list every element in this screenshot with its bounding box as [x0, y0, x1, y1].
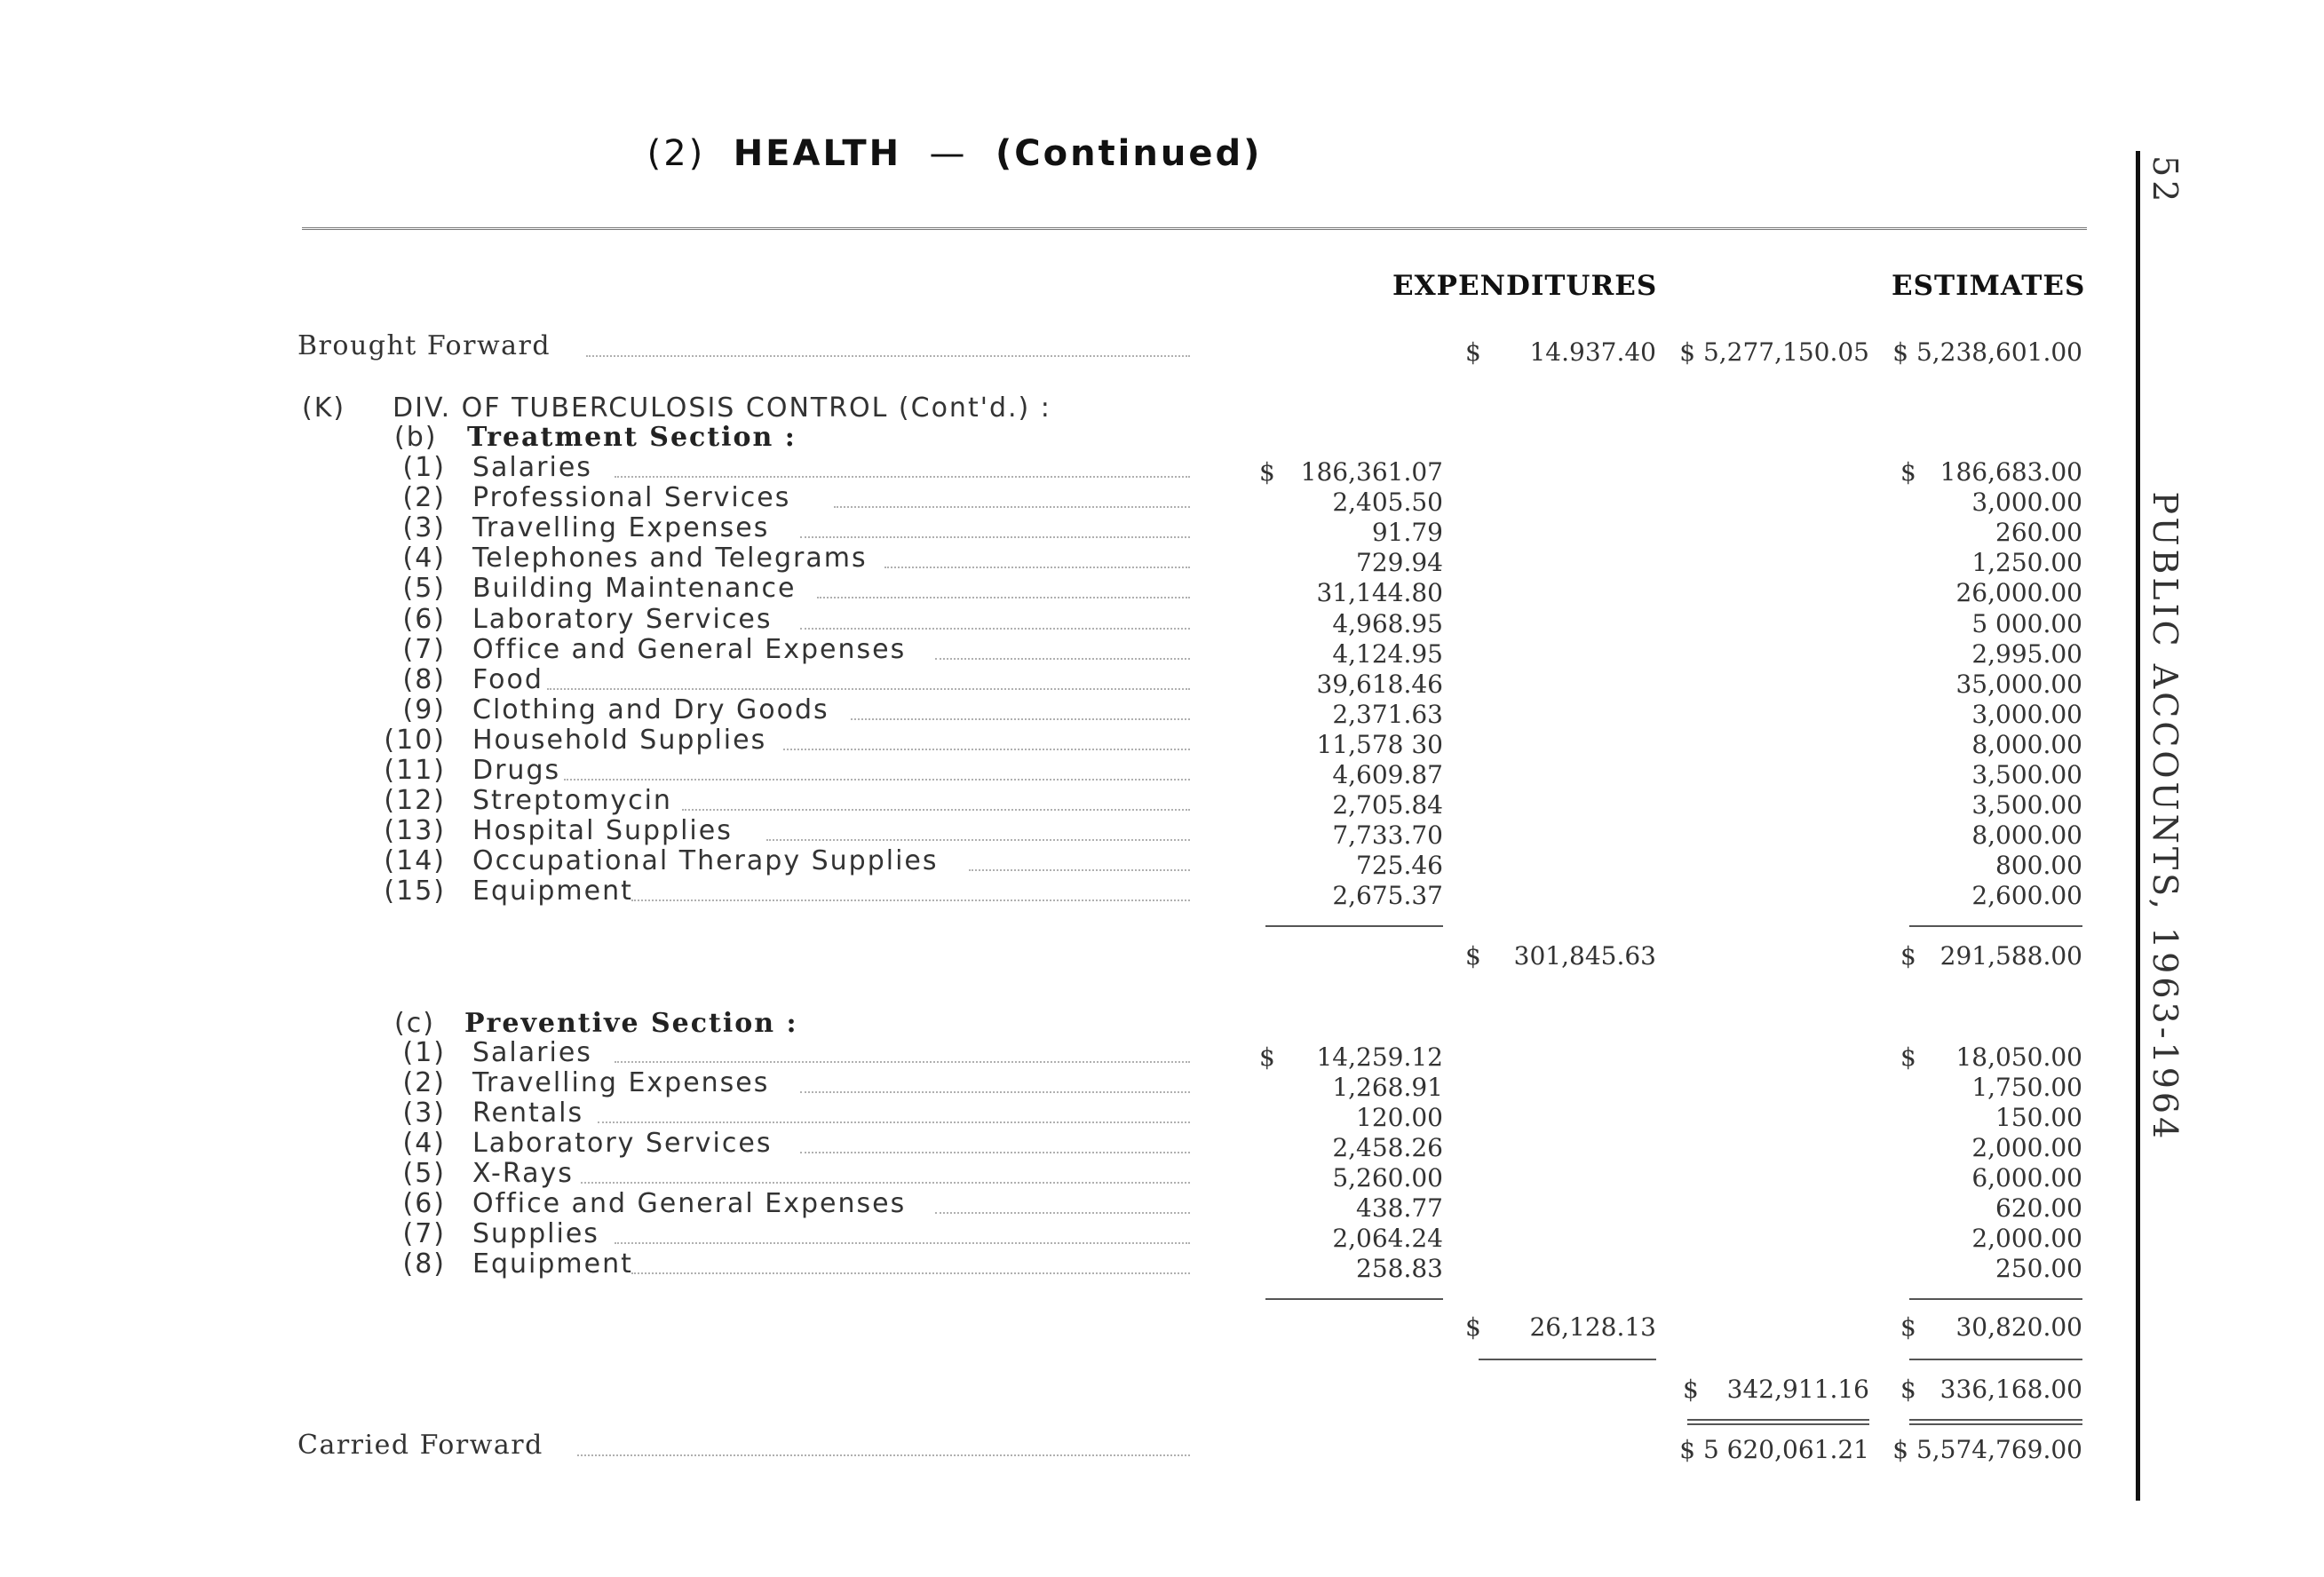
leader-dots: [682, 809, 1190, 811]
item-estimate: 800.00: [1995, 851, 2082, 881]
item-number: (7): [402, 1218, 446, 1249]
item-number: (13): [384, 815, 446, 847]
item-label: Office and General Expenses: [472, 633, 907, 665]
item-label: Rentals: [472, 1098, 584, 1129]
total-rule: [1687, 1419, 1869, 1421]
item-estimate: 18,050.00: [1955, 1042, 2082, 1072]
item-number: (5): [402, 573, 446, 605]
item-number: (7): [402, 633, 446, 665]
item-estimate: 2,600.00: [1971, 881, 2082, 911]
currency-sign: $: [1259, 1042, 1275, 1072]
leader-dots: [783, 749, 1190, 750]
item-label: Occupational Therapy Supplies: [472, 845, 939, 877]
item-expenditure: 1,268.91: [1332, 1073, 1443, 1102]
item-label: X-Rays: [472, 1158, 574, 1189]
page-title: [0, 133, 1909, 174]
title-main: HEALTH: [733, 133, 902, 174]
division-total-expenditure: 342,911.16: [1726, 1375, 1869, 1404]
leader-dots: [564, 779, 1190, 781]
item-estimate: 6,000.00: [1971, 1163, 2082, 1193]
leader-dots: [884, 567, 1190, 568]
item-expenditure: 2,458.26: [1332, 1133, 1443, 1162]
item-number: (11): [384, 755, 446, 786]
subtotal-rule: [1909, 1298, 2082, 1300]
leader-dots: [598, 1121, 1190, 1123]
item-label: Food: [472, 663, 543, 695]
column-header-estimates: ESTIMATES: [1892, 270, 2086, 302]
leader-dots: [817, 597, 1190, 598]
division-letter: (K): [302, 392, 346, 424]
item-label: Laboratory Services: [472, 603, 773, 635]
item-expenditure: 2,405.50: [1332, 487, 1443, 518]
treatment-total-estimate: 291,588.00: [1939, 941, 2082, 971]
item-label: Salaries: [472, 452, 592, 483]
item-expenditure: 11,578 30: [1316, 729, 1443, 759]
item-expenditure: 725.46: [1356, 851, 1443, 881]
item-label: Salaries: [472, 1037, 592, 1068]
item-expenditure: 31,144.80: [1316, 578, 1443, 608]
item-label: Equipment: [472, 876, 633, 907]
brought-forward-exp-partial: 14.937.40: [1529, 337, 1656, 367]
item-number: (5): [402, 1158, 446, 1189]
item-label: Streptomycin: [472, 785, 672, 817]
item-estimate: 8,000.00: [1971, 729, 2082, 759]
preventive-title: Preventive Section :: [464, 1008, 798, 1039]
item-estimate: 35,000.00: [1955, 669, 2082, 699]
column-header-expenditures: EXPENDITURES: [1392, 270, 1658, 302]
title-number: (2): [646, 133, 706, 174]
item-estimate: 3,500.00: [1971, 790, 2082, 820]
item-estimate: 8,000.00: [1971, 820, 2082, 851]
item-number: (8): [402, 663, 446, 695]
item-number: (4): [402, 543, 446, 575]
leader-dots: [834, 506, 1190, 508]
item-number: (12): [384, 785, 446, 817]
item-expenditure: 7,733.70: [1332, 820, 1443, 851]
subtotal-rule: [1479, 1359, 1656, 1360]
leader-dots: [766, 839, 1190, 841]
item-estimate: 2,000.00: [1971, 1224, 2082, 1253]
currency-sign: $: [1900, 941, 1916, 971]
subtotal-rule: [1909, 925, 2082, 927]
running-header: [2146, 155, 2185, 1142]
leader-dots: [581, 1182, 1190, 1184]
running-title: PUBLIC ACCOUNTS, 1963-1964: [2146, 491, 2185, 1143]
item-expenditure: 2,675.37: [1332, 881, 1443, 911]
leader-dots: [800, 1152, 1190, 1153]
item-expenditure: 186,361.07: [1300, 457, 1443, 487]
leader-dots: [800, 536, 1190, 538]
treatment-title: Treatment Section :: [467, 422, 797, 453]
currency-sign: $: [1465, 1312, 1481, 1342]
item-label: Household Supplies: [472, 724, 767, 756]
item-label: Office and General Expenses: [472, 1188, 907, 1219]
item-number: (1): [402, 1037, 446, 1068]
item-number: (3): [402, 1098, 446, 1129]
treatment-total-expenditure: 301,845.63: [1513, 941, 1656, 971]
margin-bar: [2136, 151, 2140, 1501]
item-estimate: 250.00: [1995, 1254, 2082, 1283]
title-dash: —: [929, 133, 968, 174]
leader-dots: [800, 628, 1190, 630]
item-number: (1): [402, 452, 446, 483]
preventive-total-expenditure: 26,128.13: [1529, 1312, 1656, 1342]
item-expenditure: 729.94: [1356, 548, 1443, 578]
item-number: (9): [402, 693, 446, 725]
item-label: Clothing and Dry Goods: [472, 693, 829, 725]
currency-sign: $: [1465, 337, 1481, 367]
item-estimate: 1,250.00: [1971, 548, 2082, 578]
item-number: (10): [384, 724, 446, 756]
leader-dots: [615, 476, 1190, 478]
leader-dots: [615, 1242, 1190, 1244]
item-expenditure: 91.79: [1371, 518, 1443, 548]
leader-dots: [631, 1272, 1190, 1274]
title-continued: (Continued): [995, 133, 1263, 174]
page-number: 52: [2146, 155, 2185, 206]
item-number: (2): [402, 482, 446, 514]
item-expenditure: 2,064.24: [1332, 1224, 1443, 1253]
item-expenditure: 4,968.95: [1332, 608, 1443, 638]
item-expenditure: 39,618.46: [1316, 669, 1443, 699]
brought-forward-label: Brought Forward: [297, 330, 551, 361]
carried-forward-estimate: $ 5,574,769.00: [1892, 1435, 2082, 1464]
item-label: Supplies: [472, 1218, 599, 1249]
item-label: Equipment: [472, 1248, 633, 1280]
subtotal-rule: [1265, 925, 1443, 927]
item-estimate: 26,000.00: [1955, 578, 2082, 608]
item-label: Telephones and Telegrams: [472, 543, 868, 575]
item-number: (4): [402, 1128, 446, 1159]
carried-forward-expenditure: $ 5 620,061.21: [1679, 1435, 1869, 1464]
carried-forward-label: Carried Forward: [297, 1430, 543, 1461]
total-rule: [1909, 1419, 2082, 1421]
currency-sign: $: [1259, 457, 1275, 487]
item-estimate: 620.00: [1995, 1193, 2082, 1223]
currency-sign: $: [1900, 1375, 1916, 1404]
item-label: Travelling Expenses: [472, 1067, 770, 1098]
currency-sign: $: [1465, 941, 1481, 971]
item-number: (8): [402, 1248, 446, 1280]
item-label: Professional Services: [472, 482, 791, 514]
item-label: Building Maintenance: [472, 573, 797, 605]
preventive-total-estimate: 30,820.00: [1955, 1312, 2082, 1342]
brought-forward-estimate: $ 5,238,601.00: [1892, 337, 2082, 367]
leader-dots: [615, 1061, 1190, 1063]
item-label: Travelling Expenses: [472, 512, 770, 544]
leader-dots: [935, 658, 1190, 660]
leader-dots: [935, 1212, 1190, 1214]
item-expenditure: 438.77: [1356, 1193, 1443, 1223]
item-expenditure: 4,609.87: [1332, 760, 1443, 789]
brought-forward-exp-total: $ 5,277,150.05: [1679, 337, 1869, 367]
item-estimate: 3,000.00: [1971, 487, 2082, 518]
leader-dots: [800, 1091, 1190, 1093]
leader-dots: [969, 869, 1190, 871]
item-expenditure: 2,371.63: [1332, 699, 1443, 729]
item-estimate: 260.00: [1995, 518, 2082, 548]
total-rule: [1909, 1423, 2082, 1425]
item-expenditure: 2,705.84: [1332, 790, 1443, 820]
item-expenditure: 14,259.12: [1316, 1042, 1443, 1072]
currency-sign: $: [1683, 1375, 1699, 1404]
item-number: (6): [402, 1188, 446, 1219]
item-label: Hospital Supplies: [472, 815, 733, 847]
item-number: (2): [402, 1067, 446, 1098]
item-estimate: 3,000.00: [1971, 699, 2082, 729]
leader-dots: [631, 899, 1190, 901]
item-expenditure: 258.83: [1356, 1254, 1443, 1283]
item-estimate: 3,500.00: [1971, 760, 2082, 789]
item-number: (14): [384, 845, 446, 877]
subtotal-rule: [1265, 1298, 1443, 1300]
leader-dots: [851, 718, 1190, 720]
leader-dots: [547, 688, 1190, 690]
item-number: (3): [402, 512, 446, 544]
leader-dots: [586, 355, 1190, 357]
item-estimate: 2,995.00: [1971, 638, 2082, 669]
total-rule: [1687, 1423, 1869, 1425]
item-estimate: 5 000.00: [1971, 608, 2082, 638]
leader-dots: [577, 1454, 1190, 1456]
currency-sign: $: [1900, 1312, 1916, 1342]
division-title: DIV. OF TUBERCULOSIS CONTROL (Cont'd.) :: [393, 392, 1051, 424]
division-total-estimate: 336,168.00: [1939, 1375, 2082, 1404]
preventive-letter: (c): [394, 1008, 435, 1039]
item-expenditure: 4,124.95: [1332, 638, 1443, 669]
item-estimate: 186,683.00: [1939, 457, 2082, 487]
item-number: (15): [384, 876, 446, 907]
currency-sign: $: [1900, 457, 1916, 487]
item-expenditure: 5,260.00: [1332, 1163, 1443, 1193]
treatment-letter: (b): [394, 422, 438, 453]
subtotal-rule: [1909, 1359, 2082, 1360]
item-label: Drugs: [472, 755, 561, 786]
item-estimate: 150.00: [1995, 1103, 2082, 1132]
item-estimate: 1,750.00: [1971, 1073, 2082, 1102]
header-rule: [302, 227, 2087, 230]
item-expenditure: 120.00: [1356, 1103, 1443, 1132]
item-label: Laboratory Services: [472, 1128, 773, 1159]
currency-sign: $: [1900, 1042, 1916, 1072]
item-estimate: 2,000.00: [1971, 1133, 2082, 1162]
item-number: (6): [402, 603, 446, 635]
